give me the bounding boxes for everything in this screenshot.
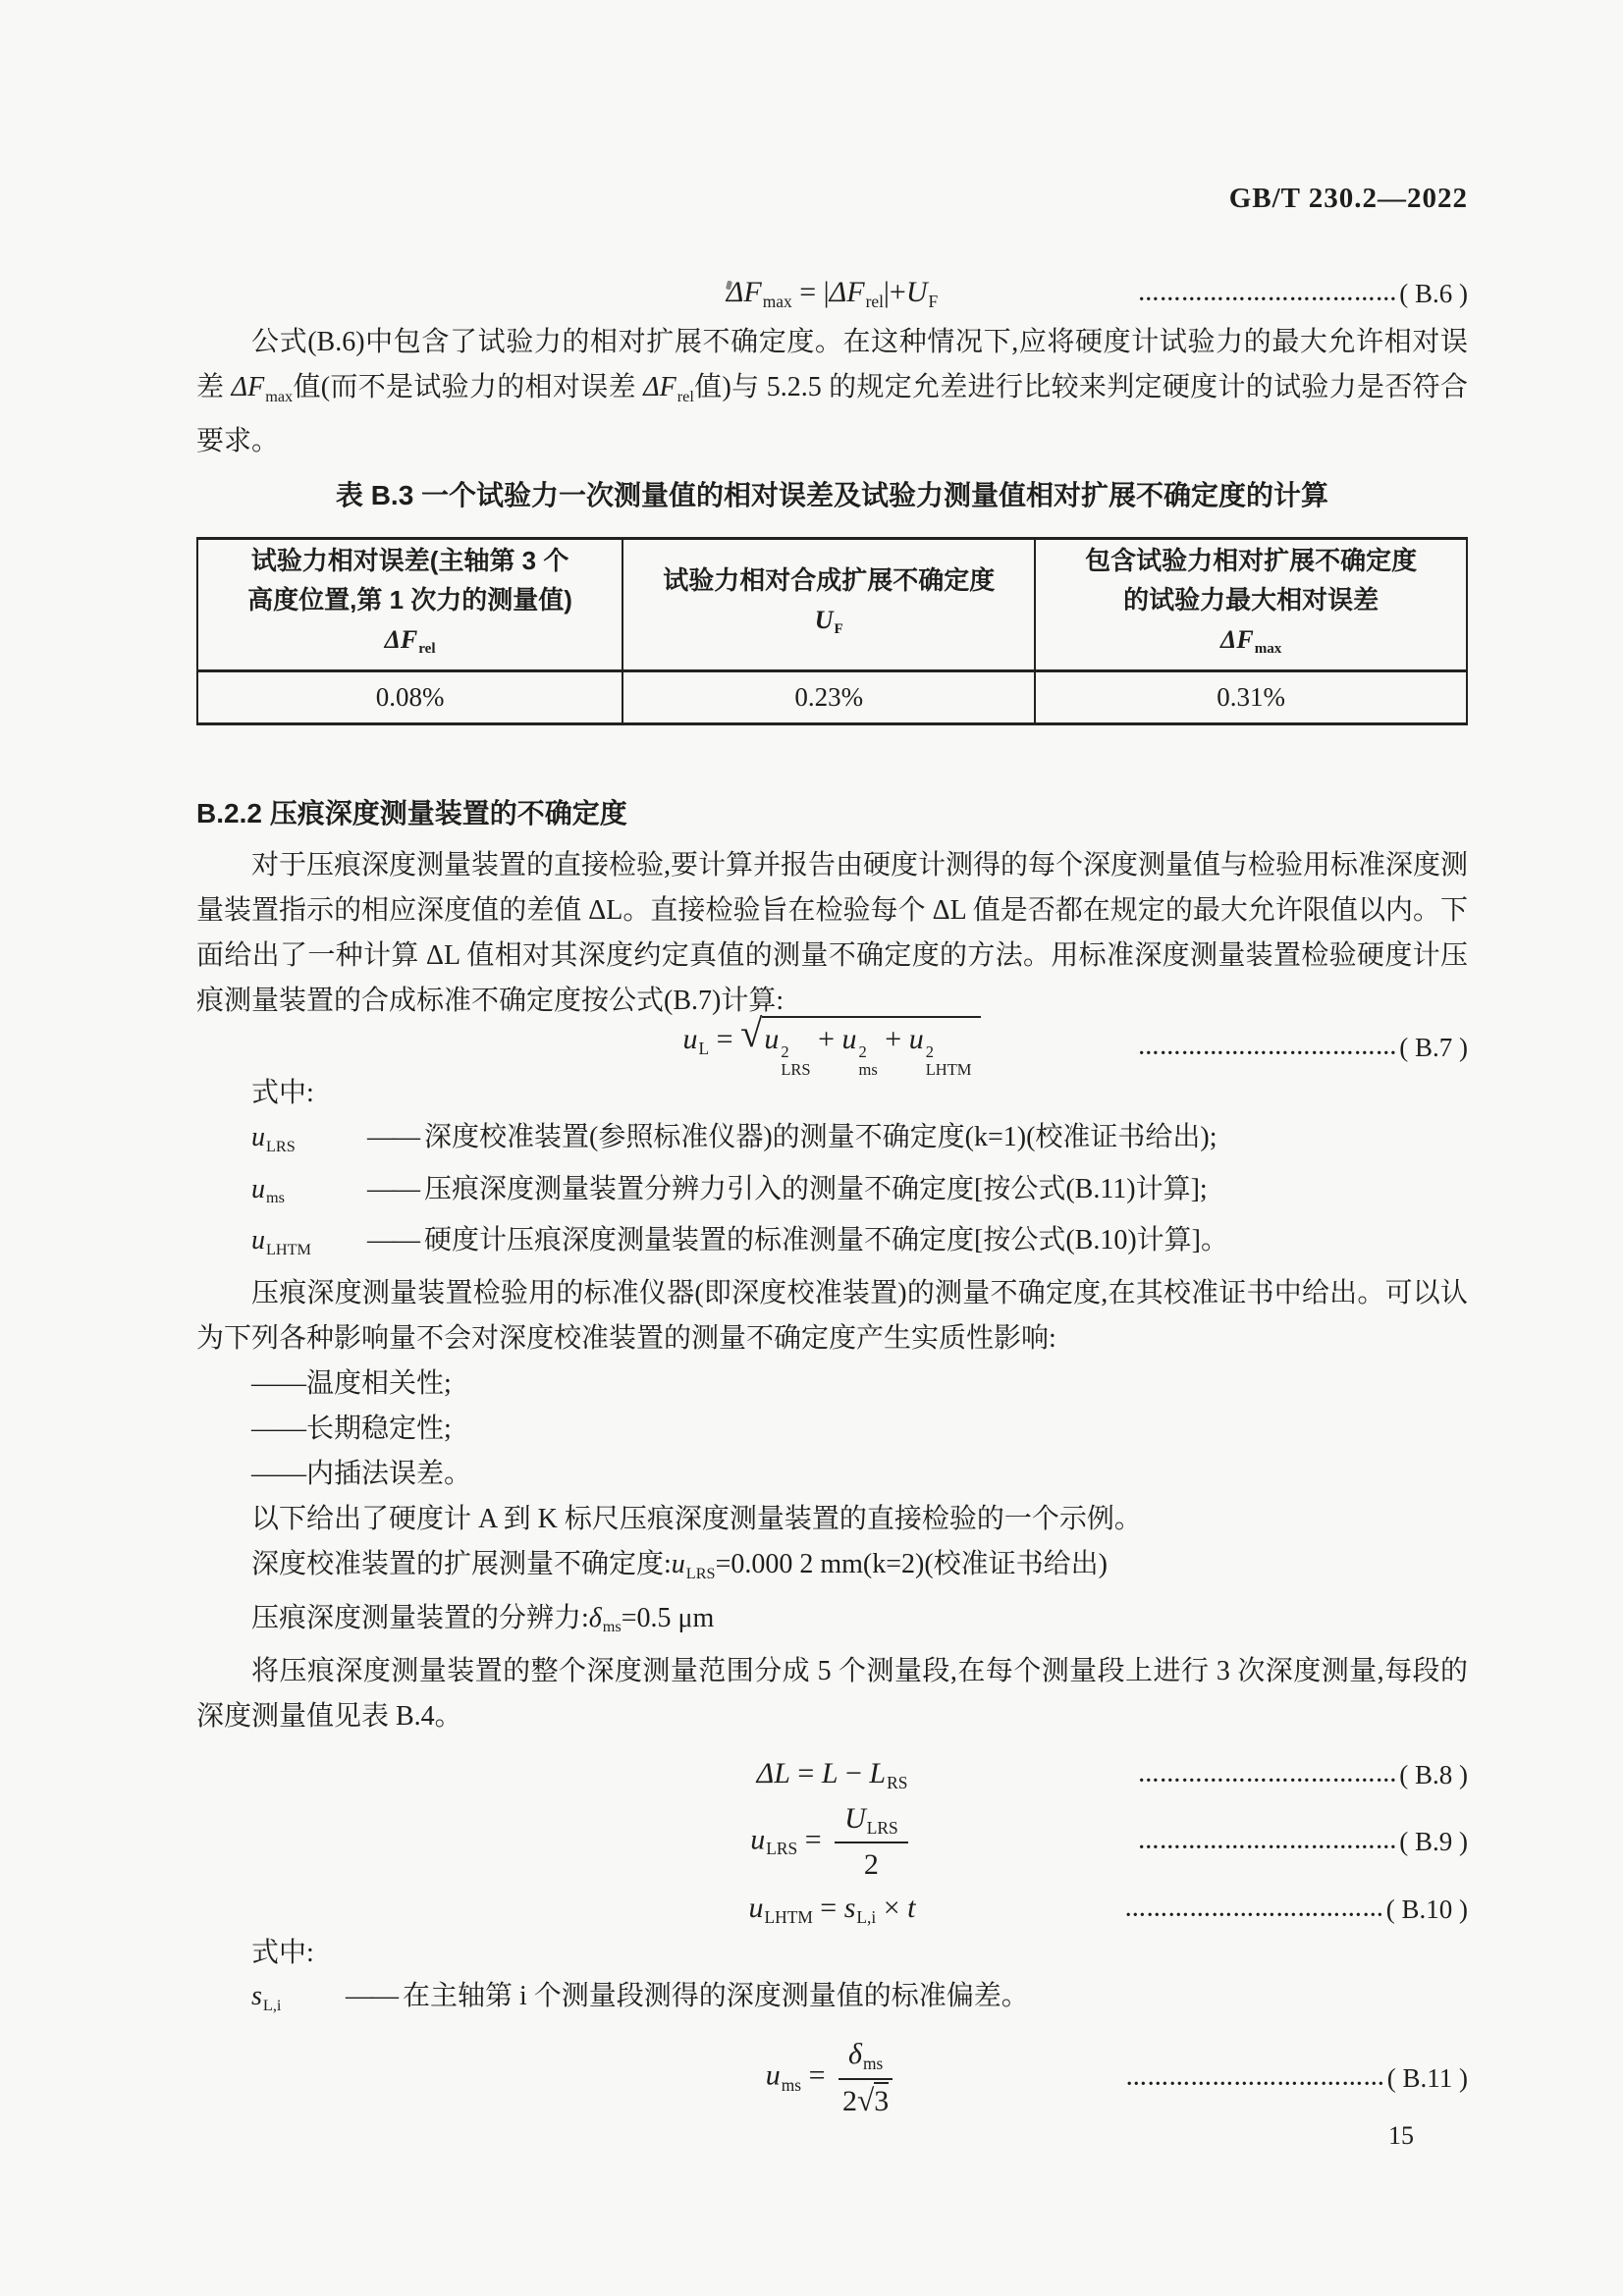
- paragraph-b22: 对于压痕深度测量装置的直接检验,要计算并报告由硬度计测得的每个深度测量值与检验用标准深度测量装置指示的相应深度值的差值 ΔL。直接检验旨在检验每个 ΔL 值是否都在规定的最大允许限值以内。下面给出了一种计算 ΔL 值相对其深度约定真值的测量不确定度的方法。用标准深度测量装置检验硬度计压痕测量装置的合成标准不确定度按公式(B.7)计算:: [196, 849, 1469, 1016]
- formula-term: L: [869, 1757, 887, 1790]
- symbol: δ: [588, 1602, 602, 1633]
- where-clause: 式中:: [251, 1077, 314, 1108]
- stacked-scripts: [859, 1043, 878, 1079]
- formula-term: s: [843, 1892, 856, 1925]
- symbol: ΔF: [1220, 624, 1254, 654]
- leader-dots: ………………………………: [1138, 1830, 1398, 1854]
- symbol-subscript: rel: [418, 640, 436, 657]
- definition-dash: ——: [367, 1225, 418, 1256]
- superscript: 2: [925, 1042, 934, 1062]
- definition-dash: ——: [346, 1981, 397, 2012]
- symbol: ΔF: [384, 624, 418, 654]
- symbol-subscript: LHTM: [266, 1240, 311, 1258]
- numerator: [835, 1800, 908, 1844]
- paragraph-text: 值(而不是试验力的相对误差: [293, 372, 644, 402]
- definition-text: 在主轴第 i 个测量段测得的深度测量值的标准偏差。: [403, 1981, 1029, 2012]
- denominator: 2: [863, 1848, 879, 1882]
- table-header-cell-rel-error: [197, 538, 622, 670]
- formula-operator: =: [791, 276, 824, 309]
- definition-term: [251, 1975, 346, 2027]
- formula-b11-row: [196, 2027, 1468, 2129]
- table-b3-caption: 表 B.3 一个试验力一次测量值的相对误差及试验力测量值相对扩展不确定度的计算: [335, 479, 1329, 510]
- symbol-subscript: ms: [266, 1189, 285, 1207]
- definition-text: 硬度计压痕深度测量装置的标准测量不确定度[按公式(B.10)计算]。: [424, 1225, 1228, 1256]
- symbol: u: [671, 1548, 685, 1579]
- influence-item-temperature: ——温度相关性;: [251, 1367, 452, 1399]
- formula-term: u: [908, 1023, 924, 1056]
- formula-subscript: ms: [862, 2054, 884, 2074]
- denominator: [842, 2080, 889, 2120]
- symbol-subscript: max: [1254, 640, 1282, 657]
- leader-dots: ………………………………: [1125, 2065, 1385, 2090]
- header-symbol: [624, 600, 1033, 649]
- line-text: =0.000 2 mm(k=2)(校准证书给出): [715, 1548, 1109, 1579]
- denominator-coefficient: 2: [841, 2085, 857, 2118]
- leader-dots: ………………………………: [1138, 282, 1398, 305]
- table-header-cell-uncertainty: [622, 538, 1035, 670]
- definition-dash: ——: [367, 1173, 418, 1204]
- fraction: [835, 1800, 908, 1884]
- leader-dots: ………………………………: [1124, 1897, 1384, 1922]
- formula-b10-leader: [1125, 1887, 1468, 1932]
- formula-term: u: [748, 1892, 764, 1925]
- inline-math: ΔF: [231, 372, 265, 402]
- symbol-subscript: ms: [602, 1618, 622, 1636]
- formula-term: u: [765, 2058, 781, 2092]
- header-line: 的试验力最大相对误差: [1123, 584, 1380, 614]
- definition-term: [251, 1168, 367, 1220]
- definition-term: [251, 1116, 367, 1168]
- header-line: 高度位置,第 1 次力的测量值): [247, 584, 572, 614]
- table-header-cell-max-error: [1035, 538, 1467, 670]
- resolution-value-line: [196, 1596, 1468, 1650]
- formula-term: ΔL: [756, 1757, 790, 1790]
- table-header-row: [197, 538, 1467, 670]
- paragraph-b6: [196, 320, 1468, 464]
- table-cell-max-error-value: 0.31%: [1035, 670, 1467, 723]
- symbol: U: [814, 605, 834, 634]
- formula-b6-leader: [1138, 271, 1468, 316]
- influence-item-interpolation: ——内插法误差。: [251, 1458, 472, 1489]
- formula-b9: [750, 1800, 913, 1884]
- formula-term: U: [905, 276, 928, 309]
- symbol-definition: [196, 1168, 1468, 1220]
- radicand: [762, 1016, 981, 1079]
- definition-text: 深度校准装置(参照标准仪器)的测量不确定度(k=1)(校准证书给出);: [424, 1121, 1217, 1152]
- formula-bar: |: [823, 276, 830, 309]
- header-line: 试验力相对合成扩展不确定度: [663, 564, 996, 595]
- symbol-subscript: F: [834, 620, 843, 637]
- table-b3: [196, 537, 1468, 725]
- line-text: =0.5 μm: [621, 1602, 715, 1633]
- page-content: [196, 0, 1468, 2129]
- definition-dash: ——: [367, 1121, 418, 1152]
- formula-operator: =: [709, 1023, 741, 1056]
- formula-term: u: [764, 1023, 780, 1056]
- radical-sign: √: [856, 2083, 875, 2118]
- formula-operator: +: [810, 1023, 842, 1056]
- superscript: 2: [781, 1042, 789, 1062]
- table-cell-rel-error-value: 0.08%: [197, 670, 622, 723]
- formula-b11: [766, 2036, 898, 2119]
- formula-term: δ: [847, 2038, 862, 2071]
- definition-term: [251, 1219, 367, 1271]
- symbol-definition: [196, 1975, 1468, 2027]
- formula-b10: [749, 1891, 916, 1928]
- formula-b8-row: [196, 1753, 1468, 1796]
- header-line: 包含试验力相对扩展不确定度: [1085, 545, 1418, 575]
- subscript: LRS: [781, 1059, 811, 1079]
- header-symbol: [199, 619, 621, 668]
- formula-term: u: [841, 1023, 857, 1056]
- formula-operator: =: [812, 1892, 844, 1925]
- formula-b6: [727, 275, 938, 312]
- symbol: u: [251, 1121, 265, 1152]
- symbol-definition: [196, 1219, 1468, 1271]
- formula-b6-row: [196, 271, 1468, 316]
- influence-item-stability: ——长期稳定性;: [251, 1413, 452, 1444]
- radical: [740, 1011, 981, 1079]
- symbol-subscript: LRS: [266, 1137, 296, 1155]
- header-symbol: [1037, 619, 1465, 668]
- where-clause: 式中:: [251, 1938, 314, 1969]
- formula-b7-row: [196, 1011, 1468, 1079]
- symbol-definition: [196, 1116, 1468, 1168]
- formula-operator: +: [889, 276, 906, 309]
- formula-number: ( B.9 ): [1399, 1827, 1468, 1857]
- formula-term: U: [844, 1801, 866, 1835]
- formula-b10-row: [196, 1887, 1468, 1932]
- table-cell-uncertainty-value: 0.23%: [622, 670, 1035, 723]
- superscript: 2: [858, 1042, 867, 1062]
- formula-term: ΔF: [726, 276, 762, 309]
- formula-number: ( B.10 ): [1385, 1895, 1468, 1925]
- symbol-subscript: LRS: [685, 1564, 716, 1582]
- page-number: 15: [1388, 2121, 1414, 2150]
- leader-dots: ………………………………: [1138, 1763, 1398, 1788]
- line-text: 压痕深度测量装置的分辨力:: [251, 1602, 589, 1633]
- formula-subscript: rel: [865, 292, 884, 312]
- formula-operator: +: [877, 1023, 909, 1056]
- symbol-subscript: L,i: [262, 1996, 282, 2014]
- subscript: ms: [858, 1059, 878, 1079]
- formula-number: ( B.8 ): [1399, 1760, 1468, 1790]
- leader-dots: ………………………………: [1138, 1035, 1398, 1059]
- formula-b9-leader: [1138, 1819, 1468, 1864]
- inline-math-subscript: rel: [676, 387, 694, 405]
- formula-subscript: L: [698, 1039, 710, 1059]
- formula-subscript: LRS: [866, 1817, 898, 1838]
- formula-number: ( B.7 ): [1399, 1032, 1468, 1062]
- fraction: [839, 2036, 893, 2119]
- formula-b7-leader: [1138, 1025, 1468, 1070]
- formula-bar: |: [883, 276, 890, 309]
- formula-b11-leader: [1126, 2056, 1468, 2101]
- formula-b9-row: [196, 1796, 1468, 1887]
- symbol: s: [251, 1981, 262, 2012]
- formula-b8-leader: [1138, 1752, 1468, 1797]
- stacked-scripts: [781, 1043, 810, 1079]
- paragraph-text: 公式(B.6)中包含了试验力的相对扩展不确定度。在这种情况下,应将硬度计试验力的最大允许相对误差: [196, 327, 1468, 402]
- formula-operator: =: [797, 1823, 830, 1856]
- formula-operator: =: [801, 2058, 833, 2092]
- formula-subscript: LHTM: [764, 1907, 813, 1928]
- inline-math: ΔF: [643, 372, 676, 402]
- formula-term: t: [907, 1892, 916, 1925]
- header-line: 试验力相对误差(主轴第 3 个: [250, 545, 569, 575]
- standard-number: GB/T 230.2—2022: [1228, 183, 1468, 214]
- formula-term: ΔF: [829, 276, 865, 309]
- formula-number: ( B.11 ): [1386, 2062, 1468, 2093]
- radical-sign: √: [740, 1011, 763, 1056]
- formula-term: L: [821, 1757, 839, 1790]
- formula-subscript: LRS: [766, 1839, 798, 1859]
- formula-subscript: max: [762, 292, 792, 312]
- formula-subscript: RS: [887, 1773, 908, 1793]
- numerator: [839, 2036, 893, 2080]
- table-data-row: [197, 670, 1467, 723]
- ulrs-value-line: [196, 1542, 1468, 1596]
- formula-subscript: L,i: [856, 1907, 877, 1928]
- inline-math-subscript: max: [265, 387, 294, 405]
- stacked-scripts: [926, 1043, 972, 1079]
- formula-number: ( B.6 ): [1399, 279, 1468, 308]
- formula-subscript: ms: [781, 2074, 802, 2095]
- paragraph-reference-instrument: 压痕深度测量装置检验用的标准仪器(即深度校准装置)的测量不确定度,在其校准证书中给出。可以认为下列各种影响量不会对深度校准装置的测量不确定度产生实质性影响:: [196, 1277, 1468, 1354]
- symbol: u: [251, 1173, 265, 1204]
- formula-term: u: [682, 1023, 698, 1056]
- line-text: 深度校准装置的扩展测量不确定度:: [251, 1548, 672, 1579]
- example-intro-line: 以下给出了硬度计 A 到 K 标尺压痕深度测量装置的直接检验的一个示例。: [251, 1503, 1142, 1534]
- formula-subscript: F: [928, 292, 939, 312]
- subscript: LHTM: [925, 1059, 972, 1079]
- section-heading-b22: B.2.2 压痕深度测量装置的不确定度: [196, 797, 627, 828]
- paragraph-text: 值)与 5.2.5 的规定允差进行比较来判定硬度计的试验力是否符合要求。: [196, 372, 1468, 456]
- formula-b8: [757, 1756, 908, 1793]
- symbol: u: [251, 1225, 265, 1256]
- formula-b7: [682, 1011, 982, 1079]
- paragraph-segments: 将压痕深度测量装置的整个深度测量范围分成 5 个测量段,在每个测量段上进行 3 次深度测量,每段的深度测量值见表 B.4。: [196, 1656, 1468, 1733]
- formula-operator: =: [789, 1757, 822, 1790]
- formula-operator: ×: [876, 1892, 908, 1925]
- formula-operator: −: [838, 1757, 870, 1790]
- radicand: 3: [874, 2082, 889, 2117]
- definition-text: 压痕深度测量装置分辨力引入的测量不确定度[按公式(B.11)计算];: [424, 1173, 1208, 1204]
- formula-term: u: [750, 1823, 766, 1856]
